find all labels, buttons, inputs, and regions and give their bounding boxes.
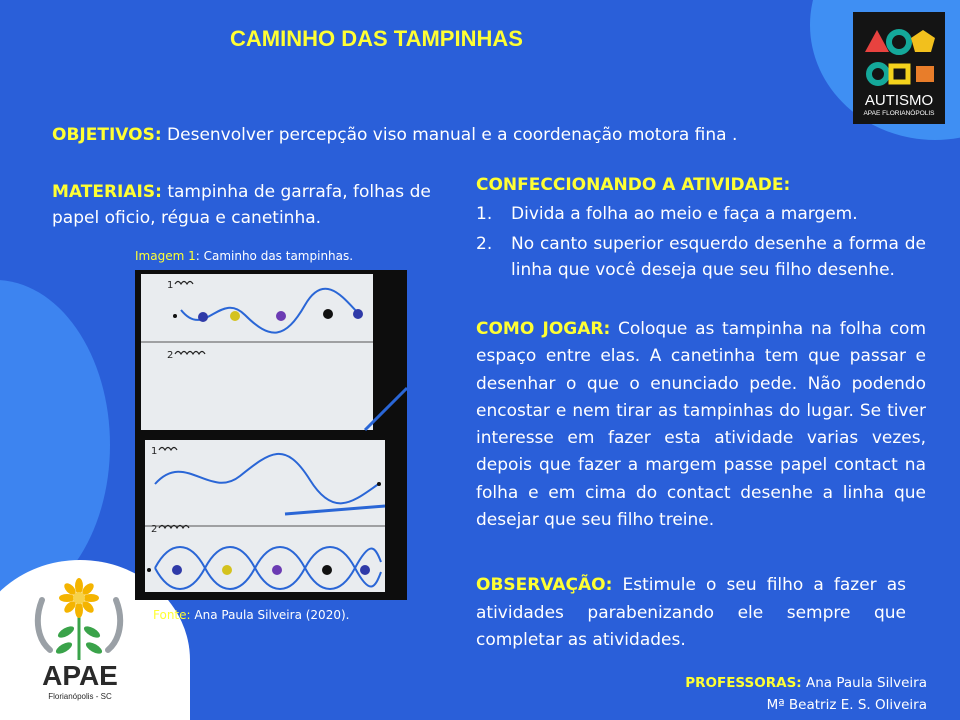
step-text: Divida a folha ao meio e faça a margem. <box>511 204 858 224</box>
sheet2-row1-number: 1 <box>151 446 158 457</box>
apae-flower-hands-icon <box>20 570 140 670</box>
source-caption-label: Fonte: <box>153 608 191 622</box>
source-caption <box>153 608 349 622</box>
objetivos-label: OBJETIVOS: <box>52 125 162 145</box>
caminho-tampinhas-illustration <box>135 270 407 600</box>
professora-name-1: Ana Paula Silveira <box>806 675 927 691</box>
image-caption-label: Imagem 1 <box>135 249 196 263</box>
step-number: 1. <box>476 204 493 224</box>
sheet1-row2-number: 2 <box>167 350 174 361</box>
materiais-label: MATERIAIS: <box>52 182 162 202</box>
objetivos-text: Desenvolver percepção viso manual e a coordenação motora fina . <box>167 125 738 145</box>
apae-logo-word: APAE <box>42 660 118 691</box>
materiais-paragraph <box>52 179 452 231</box>
confeccionando-label: CONFECCIONANDO A ATIVIDADE: <box>476 175 791 195</box>
como-jogar-text: Coloque as tampinha na folha com espaço entre elas. A canetinha tem que passar e desenhar o que o enunciado pede. Não podendo encostar e nem tirar as tampinhas do lugar. Se tiver interesse em fazer esta atividade varias vezes, depois que fazer a margem passe papel contact na folha e em cima do contact desenhe a linha que desejar que seu filho treine. <box>476 319 927 531</box>
observacao-label: OBSERVAÇÃO: <box>476 575 613 595</box>
activity-photo <box>135 270 407 600</box>
page-title: CAMINHO DAS TAMPINHAS <box>230 26 523 51</box>
observacao-text: Estimule o seu filho a fazer as atividades parabenizando ele sempre que completar as atividades. <box>476 575 906 650</box>
step-number: 2. <box>476 234 493 254</box>
step-item <box>476 231 926 283</box>
step-text: No canto superior esquerdo desenhe a forma de linha que você deseja que seu filho desenhe. <box>511 234 926 280</box>
sheet2-row2-number: 2 <box>151 524 158 535</box>
image-caption <box>135 249 353 263</box>
materiais-text: tampinha de garrafa, folhas de papel oficio, régua e canetinha. <box>52 182 431 228</box>
professoras-credits <box>685 672 927 716</box>
sheet1-row1-number: 1 <box>167 280 174 291</box>
confeccionando-section <box>476 172 926 283</box>
step-item <box>476 201 926 227</box>
como-jogar-paragraph <box>476 316 926 534</box>
confeccionando-steps <box>476 201 926 283</box>
autismo-logo-word: AUTISMO <box>864 92 934 109</box>
professoras-label: PROFESSORAS: <box>685 675 802 691</box>
autismo-logo-sub: APAE FLORIANÓPOLIS <box>863 110 935 117</box>
apae-logo <box>20 570 140 710</box>
autismo-logo <box>853 12 945 124</box>
objetivos-paragraph <box>52 122 852 148</box>
observacao-paragraph <box>476 572 906 655</box>
source-caption-text: Ana Paula Silveira (2020). <box>194 608 350 622</box>
image-caption-text: : Caminho das tampinhas. <box>195 249 354 263</box>
professora-name-2: Mª Beatriz E. S. Oliveira <box>766 697 927 713</box>
apae-logo-sub: Florianópolis - SC <box>48 692 112 701</box>
como-jogar-label: COMO JOGAR: <box>476 319 611 339</box>
